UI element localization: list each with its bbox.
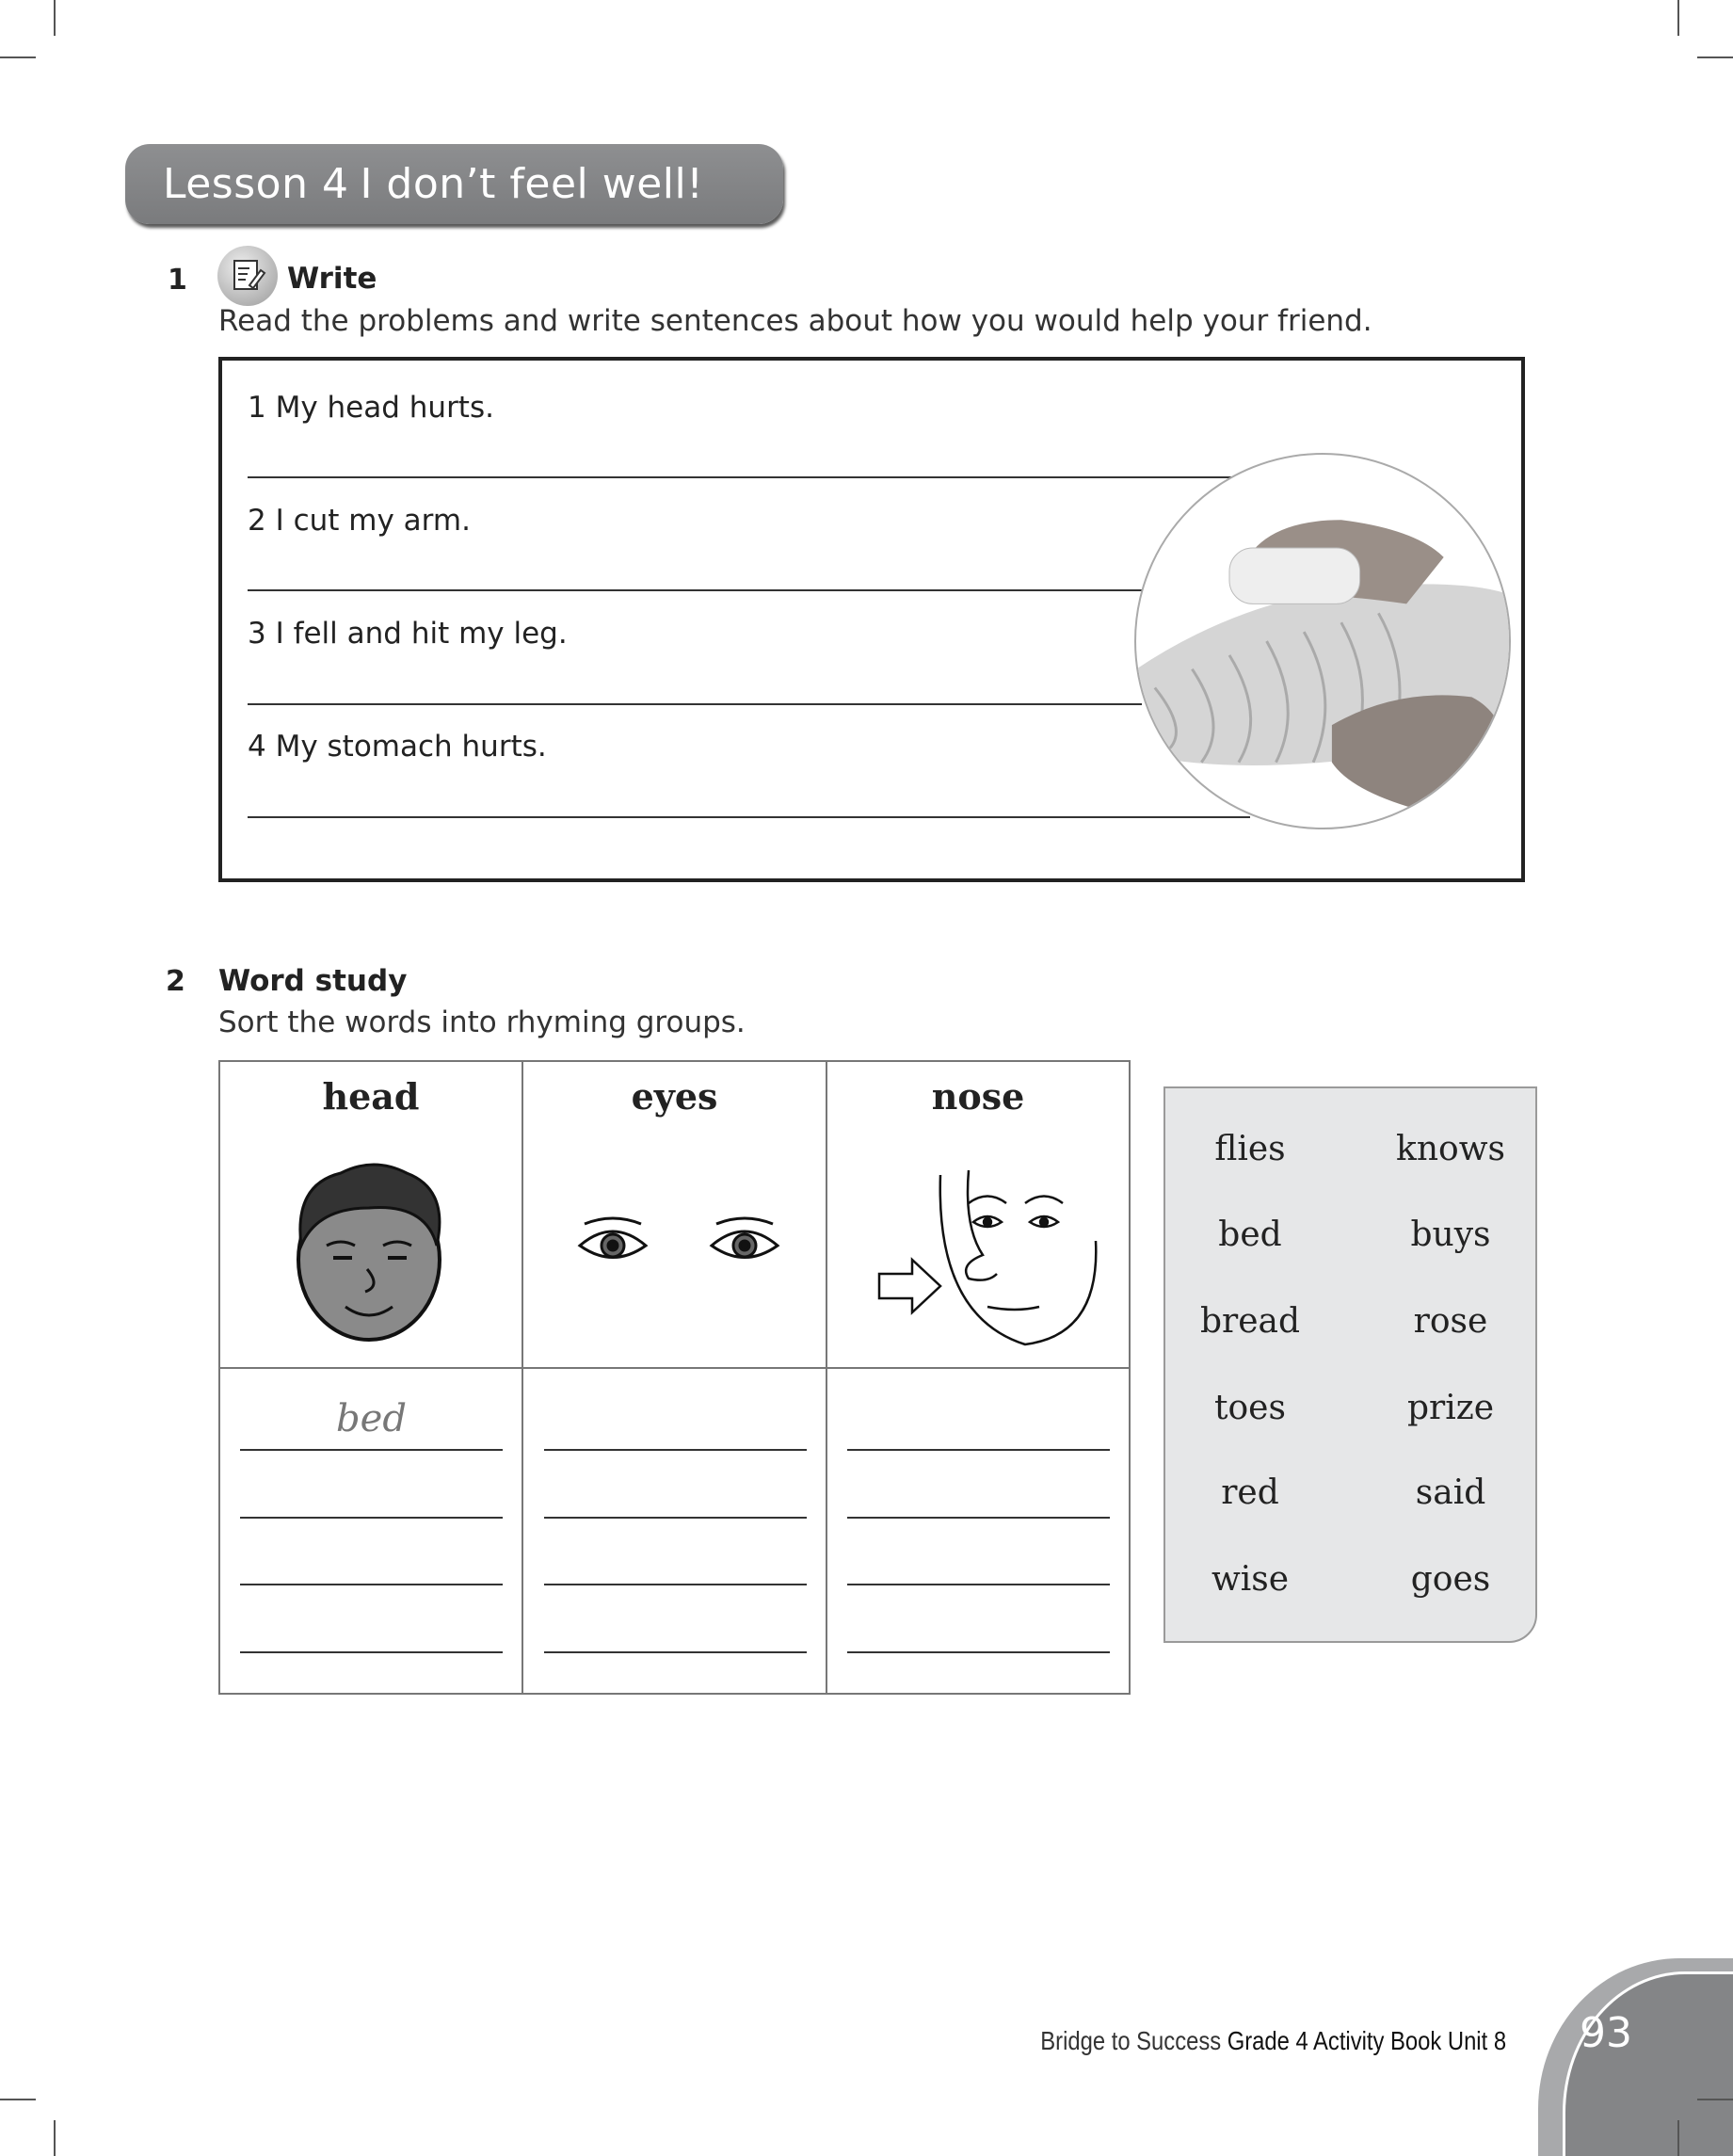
problem-item: 3 I fell and hit my leg. bbox=[248, 617, 568, 651]
book-name: Grade 4 Activity Book Unit 8 bbox=[1227, 2026, 1506, 2055]
word-bank-word: wise bbox=[1211, 1560, 1290, 1599]
word-bank-word: flies bbox=[1214, 1130, 1286, 1168]
crop-mark bbox=[1697, 2099, 1733, 2100]
word-bank-word: goes bbox=[1410, 1560, 1491, 1599]
exercise-number: 2 bbox=[166, 965, 185, 998]
answer-line[interactable] bbox=[240, 1584, 503, 1585]
lesson-title-banner bbox=[125, 144, 783, 224]
exercise-heading: Word study bbox=[218, 964, 408, 998]
crop-mark bbox=[54, 0, 56, 36]
column-header-nose bbox=[826, 1061, 1130, 1368]
column-header-eyes bbox=[522, 1061, 826, 1368]
answer-line[interactable] bbox=[248, 703, 1142, 705]
answer-line[interactable] bbox=[544, 1651, 807, 1653]
word-bank-word: rose bbox=[1413, 1302, 1488, 1341]
answer-line[interactable] bbox=[248, 816, 1250, 818]
answer-line[interactable] bbox=[248, 476, 1231, 478]
problem-item: 4 My stomach hurts. bbox=[248, 730, 547, 764]
answer-cell-eyes bbox=[522, 1368, 826, 1694]
word-bank-word: red bbox=[1221, 1473, 1279, 1512]
answer-line[interactable] bbox=[847, 1449, 1110, 1451]
word-bank-word: prize bbox=[1406, 1389, 1495, 1427]
bandaged-arm-photo bbox=[1134, 453, 1511, 829]
word-bank-word: knows bbox=[1396, 1130, 1505, 1168]
column-label: nose bbox=[931, 1075, 1025, 1118]
head-illustration bbox=[284, 1156, 454, 1344]
answer-line[interactable] bbox=[847, 1517, 1110, 1519]
word-bank-word: bed bbox=[1218, 1215, 1282, 1254]
problem-item: 1 My head hurts. bbox=[248, 391, 494, 425]
column-header-head bbox=[219, 1061, 522, 1368]
footer-text bbox=[1040, 2026, 1506, 2056]
page-number: 93 bbox=[1580, 2009, 1632, 2057]
nose-illustration bbox=[875, 1166, 1100, 1354]
crop-mark bbox=[1677, 0, 1679, 36]
crop-mark bbox=[0, 56, 36, 58]
rhyming-table bbox=[218, 1060, 1131, 1695]
exercise-number: 1 bbox=[168, 264, 187, 297]
notepad-pencil-icon bbox=[217, 246, 278, 306]
exercise-instruction: Sort the words into rhyming groups. bbox=[218, 1006, 746, 1039]
answer-line[interactable] bbox=[847, 1584, 1110, 1585]
eyes-illustration bbox=[575, 1213, 782, 1279]
word-bank-word: bread bbox=[1199, 1302, 1301, 1341]
problem-item: 2 I cut my arm. bbox=[248, 504, 471, 538]
answer-line[interactable] bbox=[240, 1517, 503, 1519]
exercise-heading: Write bbox=[287, 262, 377, 296]
column-label: eyes bbox=[631, 1075, 718, 1118]
answer-line[interactable] bbox=[240, 1651, 503, 1653]
answer-line[interactable] bbox=[544, 1449, 807, 1451]
answer-cell-nose bbox=[826, 1368, 1130, 1694]
series-name: Bridge to Success bbox=[1040, 2026, 1222, 2055]
exercise-instruction: Read the problems and write sentences about how you would help your friend. bbox=[218, 304, 1372, 338]
crop-mark bbox=[54, 2120, 56, 2156]
crop-mark bbox=[0, 2099, 36, 2100]
column-label: head bbox=[322, 1075, 420, 1118]
lesson-title: I don’t feel well! bbox=[360, 160, 704, 208]
answer-line[interactable] bbox=[248, 589, 1142, 591]
word-bank-word: toes bbox=[1214, 1389, 1286, 1427]
word-bank-word: said bbox=[1415, 1473, 1486, 1512]
crop-mark bbox=[1677, 2120, 1679, 2156]
example-answer: bed bbox=[336, 1397, 407, 1440]
answer-line[interactable] bbox=[544, 1517, 807, 1519]
answer-line[interactable] bbox=[544, 1584, 807, 1585]
answer-line[interactable] bbox=[847, 1651, 1110, 1653]
word-bank-word: buys bbox=[1410, 1215, 1491, 1254]
lesson-label: Lesson 4 bbox=[163, 160, 349, 208]
crop-mark bbox=[1697, 56, 1733, 58]
answer-line[interactable] bbox=[240, 1449, 503, 1451]
